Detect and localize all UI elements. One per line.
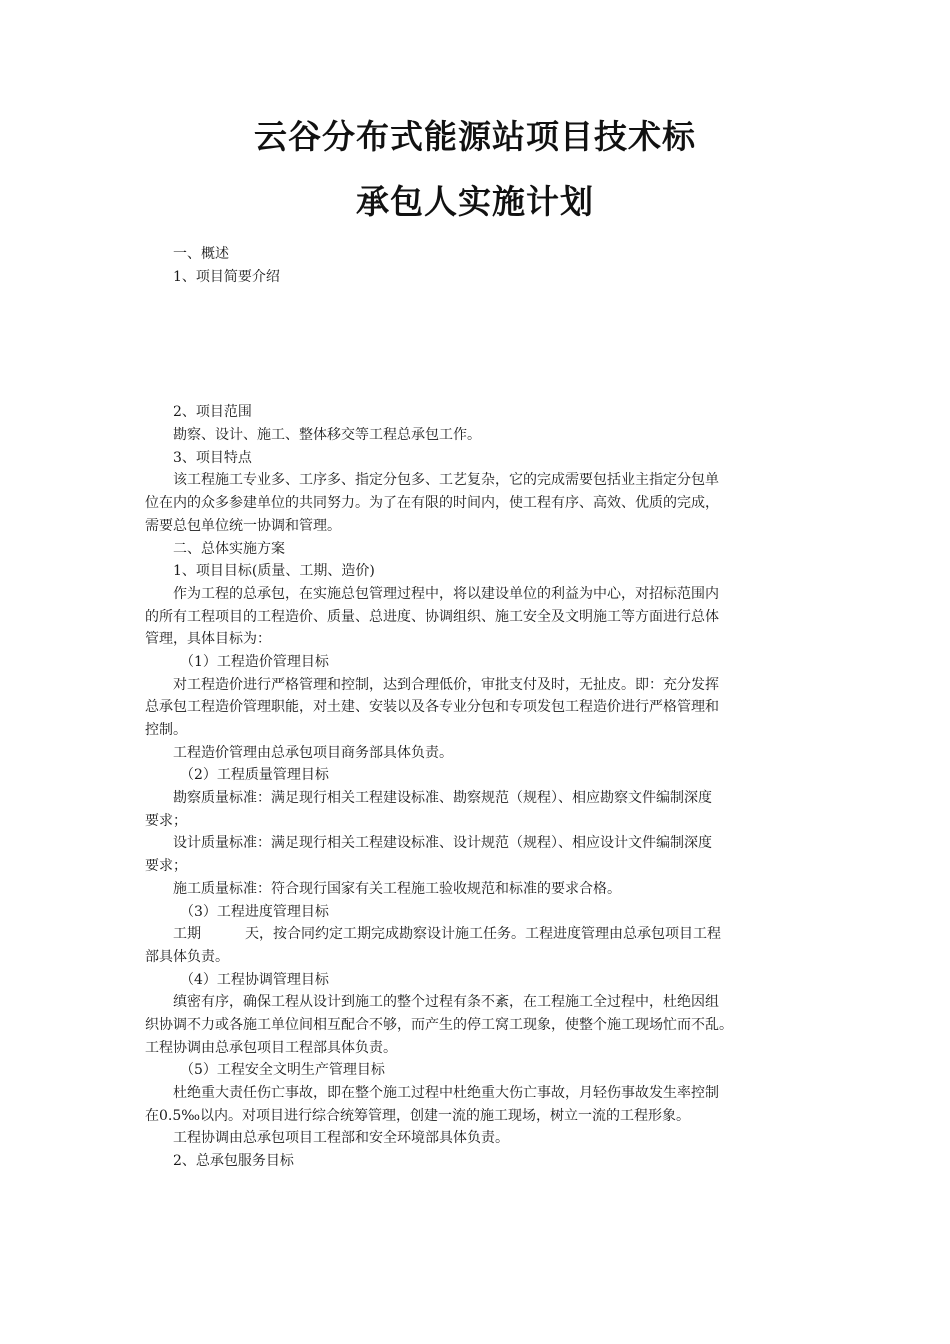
paragraph-line: 勘察、设计、施工、整体移交等工程总承包工作。 — [173, 427, 481, 444]
paragraph-line: 要求； — [145, 858, 187, 875]
subheading-project-goals: 1、项目目标(质量、工期、造价) — [173, 563, 375, 580]
paragraph-line: 设计质量标准：满足现行相关工程建设标准、设计规范（规程）、相应设计文件编制深度 — [173, 835, 712, 852]
paragraph-line: 工程协调由总承包项目工程部和安全环境部具体负责。 — [173, 1130, 509, 1147]
paragraph-line: 该工程施工专业多、工序多、指定分包多、工艺复杂，它的完成需要包括业主指定分包单 — [173, 472, 719, 489]
paragraph-line: 部具体负责。 — [145, 948, 229, 965]
paragraph-line: 总承包工程造价管理职能，对土建、安装以及各专业分包和专项发包工程造价进行严格管理和 — [145, 699, 719, 716]
blank-space — [145, 288, 805, 401]
paragraph-line: 杜绝重大责任伤亡事故，即在整个施工过程中杜绝重大伤亡事故，月轻伤事故发生率控制 — [173, 1085, 719, 1101]
paragraph-line: 工程协调由总承包项目工程部具体负责。 — [145, 1039, 397, 1056]
document-title: 云谷分布式能源站项目技术标 — [254, 117, 696, 156]
paragraph-line: 在0.5‰以内。对项目进行综合统筹管理，创建一流的施工现场，树立一流的工程形象。 — [145, 1107, 691, 1124]
paragraph-line: 施工质量标准：符合现行国家有关工程施工验收规范和标准的要求合格。 — [173, 880, 621, 897]
paragraph-line: 位在内的众多参建单位的共同努力。为了在有限的时间内，使工程有序、高效、优质的完成， — [145, 495, 719, 512]
subheading-cost-management: （1）工程造价管理目标 — [180, 653, 329, 670]
paragraph-line: 缜密有序，确保工程从设计到施工的整个过程有条不紊，在工程施工全过程中，杜绝因组 — [173, 994, 719, 1011]
subheading-quality-management: （2）工程质量管理目标 — [180, 767, 329, 784]
subheading-service-goals: 2、总承包服务目标 — [173, 1153, 294, 1170]
paragraph-line — [145, 923, 805, 946]
paragraph-line: 需要总包单位统一协调和管理。 — [145, 517, 341, 534]
document-subtitle: 承包人实施计划 — [356, 182, 594, 221]
paragraph-line: 管理，具体目标为： — [145, 631, 271, 648]
paragraph-line: 对工程造价进行严格管理和控制，达到合理低价，审批支付及时，无扯皮。即：充分发挥 — [173, 676, 719, 693]
paragraph-line: 要求； — [145, 812, 187, 829]
subheading-project-intro: 1、项目简要介绍 — [173, 268, 280, 285]
subheading-safety-management: （5）工程安全文明生产管理目标 — [180, 1062, 385, 1079]
paragraph-line: 控制。 — [145, 722, 187, 738]
subheading-project-features: 3、项目特点 — [173, 449, 252, 466]
section-heading-implementation: 二、总体实施方案 — [173, 540, 285, 557]
schedule-text: 天，按合同约定工期完成勘察设计施工任务。工程进度管理由总承包项目工程 — [245, 926, 721, 943]
paragraph-line: 勘察质量标准：满足现行相关工程建设标准、勘察规范（规程）、相应勘察文件编制深度 — [173, 790, 712, 807]
paragraph-line: 的所有工程项目的工程造价、质量、总进度、协调组织、施工安全及文明施工等方面进行总体 — [145, 608, 719, 625]
document-body — [145, 243, 805, 1173]
paragraph-line: 作为工程的总承包，在实施总包管理过程中，将以建设单位的利益为中心，对招标范围内 — [173, 585, 719, 602]
section-heading-overview: 一、概述 — [173, 246, 229, 262]
subheading-project-scope: 2、项目范围 — [173, 404, 252, 421]
paragraph-line: 工程造价管理由总承包项目商务部具体负责。 — [173, 744, 453, 761]
paragraph-line: 织协调不力或各施工单位间相互配合不够，而产生的停工窝工现象，使整个施工现场忙而不乱。 — [145, 1016, 733, 1033]
subheading-schedule-management: （3）工程进度管理目标 — [180, 903, 329, 920]
schedule-label: 工期 — [173, 926, 201, 943]
subheading-coordination-management: （4）工程协调管理目标 — [180, 971, 329, 988]
